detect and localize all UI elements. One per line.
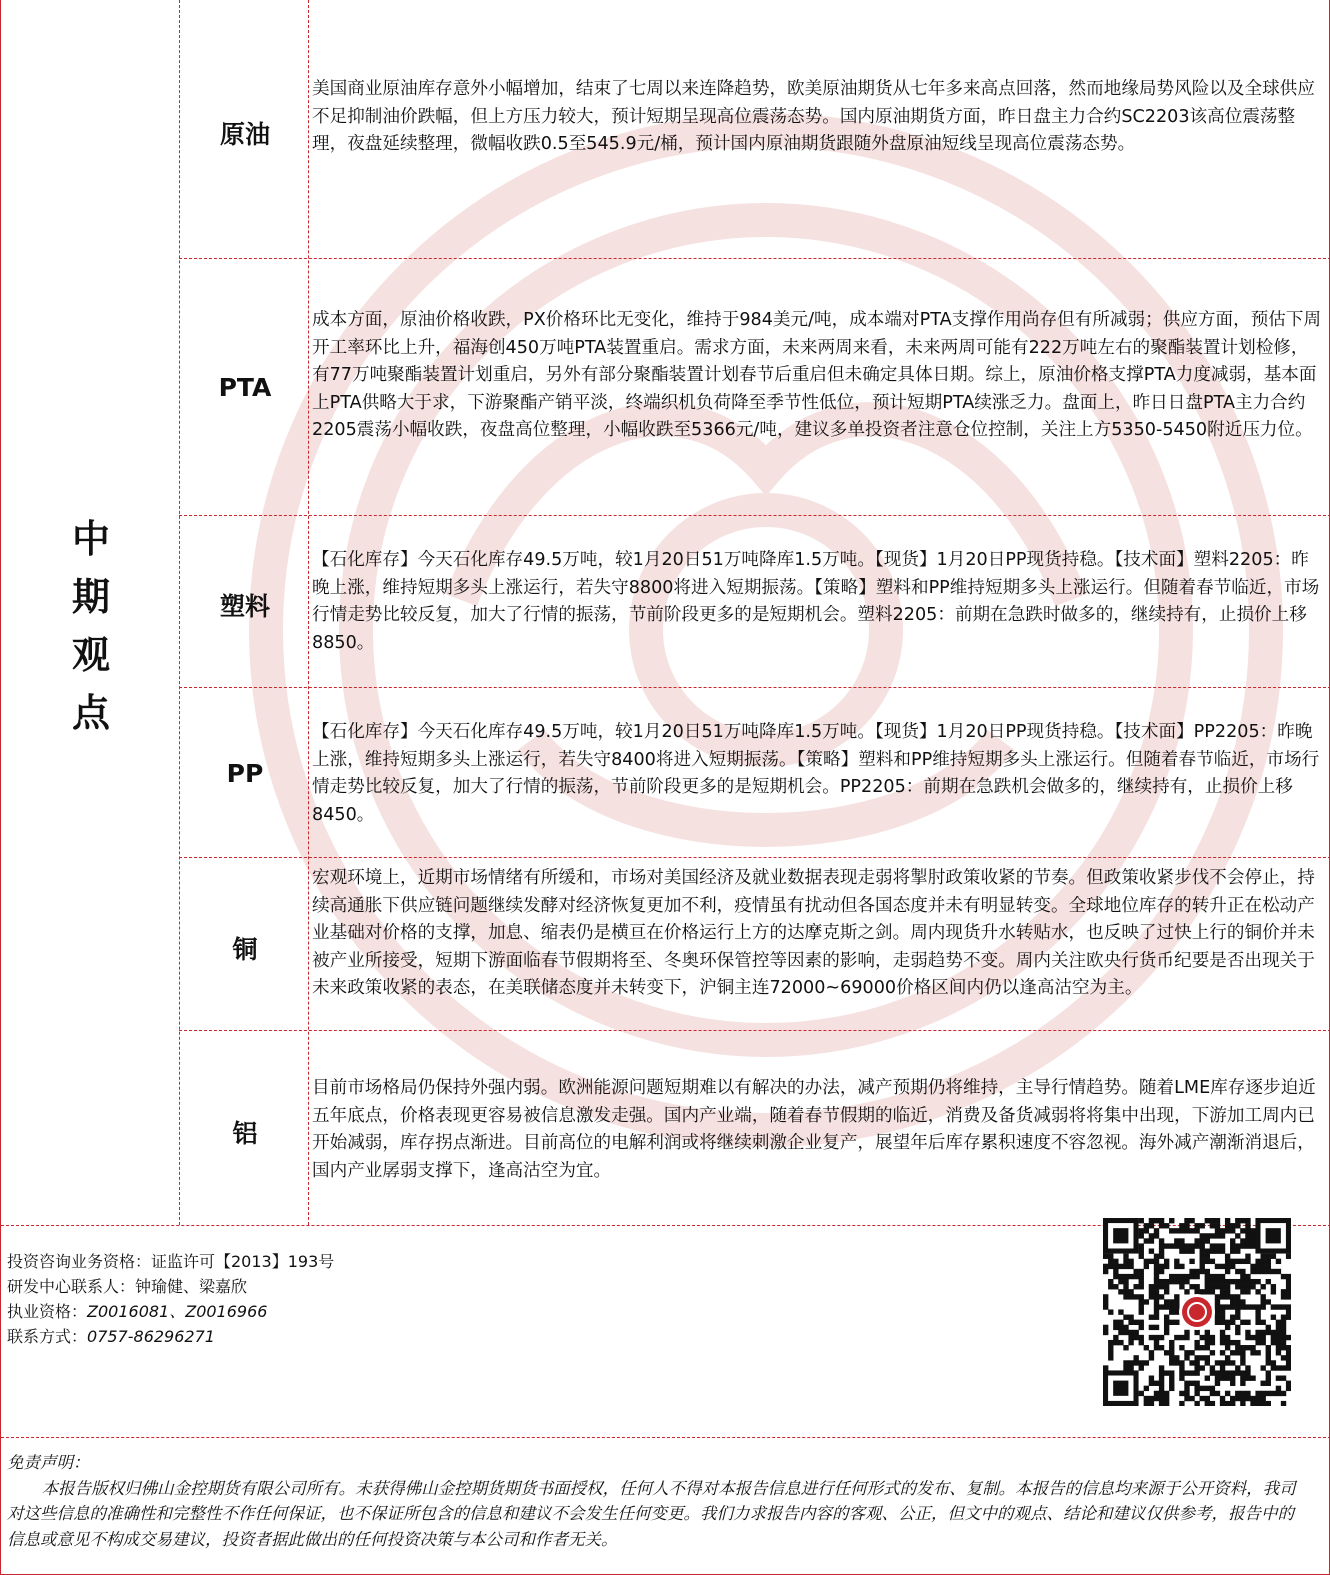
row-label: PP — [226, 759, 264, 788]
table-row-crude-oil — [181, 0, 1330, 258]
row-text: 【石化库存】今天石化库存49.5万吨，较1月20日51万吨降库1.5万吨。【现货】1月20日PP现货持稳。【技术面】塑料2205：昨晚上涨，维持短期多头上涨运行，若失守8800将进入短期振荡。【策略】塑料和PP维持短期多头上涨运行。但随着春节临近，市场行情走势比较反复，加大了行情的振荡，节前阶段更多的是短期机会。塑料2205：前期在急跌时做多的，继续持有，止损价上移8850。 — [312, 550, 1320, 653]
column-divider-left — [179, 0, 180, 1225]
qualification-value: Z0016081、Z0016966 — [87, 1302, 268, 1321]
row-label: 铝 — [232, 1119, 258, 1148]
researchers-text: 研发中心联系人：钟瑜健、梁嘉欣 — [7, 1277, 248, 1296]
row-label: 原油 — [219, 120, 270, 149]
row-label: 塑料 — [219, 592, 270, 621]
row-text: 美国商业原油库存意外小幅增加，结束了七周以来连降趋势，欧美原油期货从七年多来高点回落，然而地缘局势风险以及全球供应不足抑制油价跌幅，但上方压力较大，预计短期呈现高位震荡态势。国内原油期货方面，昨日盘主力合约SC2203该高位震荡整理，夜盘延续整理，微幅收跌0.5至545.9元/桶，预计国内原油期货跟随外盘原油短线呈现高位震荡态势。 — [312, 79, 1315, 154]
row-text: 【石化库存】今天石化库存49.5万吨，较1月20日51万吨降库1.5万吨。【现货】1月20日PP现货持稳。【技术面】PP2205：昨晚上涨，维持短期多头上涨运行，若失守8400将进入短期振荡。【策略】塑料和PP维持短期多头上涨运行。但随着春节临近，市场行情走势比较反复，加大了行情的振荡，节前阶段更多的是短期机会。PP2205：前期在急跌机会做多的，继续持有，止损价上移8450。 — [312, 722, 1320, 825]
phone-label: 联系方式： — [7, 1327, 88, 1346]
qualification-text — [7, 1299, 334, 1324]
phone-text — [7, 1324, 334, 1349]
disclaimer-block — [7, 1450, 1307, 1552]
table-row-pta — [181, 258, 1330, 515]
row-text: 目前市场格局仍保持外强内弱。欧洲能源问题短期难以有解决的办法，减产预期仍将维持，主导行情趋势。随着LME库存逐步迫近五年底点，价格表现更容易被信息激发走强。国内产业端，随着春节假期的临近，消费及备货减弱将将集中出现，下游加工周内已开始减弱，库存拐点渐进。目前高位的电解利润或将继续刺激企业复产，展望年后库存累积速度不容忽视。海外减产潮渐消退后，国内产业孱弱支撑下，逢高沽空为宜。 — [312, 1078, 1316, 1181]
qualification-label: 执业资格： — [7, 1302, 88, 1321]
company-seal-icon — [1182, 1297, 1212, 1327]
license-text: 投资咨询业务资格：证监许可【2013】193号 — [7, 1252, 335, 1271]
table-row-aluminum — [181, 1030, 1330, 1225]
row-text: 宏观环境上，近期市场情绪有所缓和，市场对美国经济及就业数据表现走弱将掣肘政策收紧的节奏。但政策收紧步伐不会停止，持续高通胀下供应链问题继续发酵对经济恢复更加不利，疫情虽有扰动但各国态度并未有明显转变。全球地位库存的转升正在松动产业基础对价格的支撑，加息、缩表仍是横亘在价格运行上方的达摩克斯之剑。周内现货升水转贴水，也反映了过快上行的铜价并未被产业所接受，短期下游面临春节假期将至、冬奥环保管控等因素的影响，走弱趋势不变。周内关注欧央行货币纪要是否出现关于未来政策收紧的表态，在美联储态度并未转变下，沪铜主连72000~69000价格区间内仍以逢高沽空为主。 — [312, 868, 1315, 998]
table-row-pp — [181, 687, 1330, 857]
table-row-copper — [181, 857, 1330, 1030]
section-column — [1, 0, 179, 1225]
row-text: 成本方面，原油价格收跌，PX价格环比无变化，维持于984美元/吨，成本端对PTA支撑作用尚存但有所减弱；供应方面，预估下周开工率环比上升，福海创450万吨PTA装置重启。需求方面，未来两周来看，未来两周可能有222万吨左右的聚酯装置计划检修，有77万吨聚酯装置计划重启，另外有部分聚酯装置计划春节后重启但未确定具体日期。综上，原油价格支撑PTA力度减弱，基本面上PTA供略大于求，下游聚酯产销平淡，终端织机负荷降至季节性低位，预计短期PTA续涨乏力。盘面上，昨日日盘PTA主力合约2205震荡小幅收跌，夜盘高位整理，小幅收跌至5366元/吨，建议多单投资者注意仓位控制，关注上方5350-5450附近压力位。 — [312, 310, 1322, 440]
phone-value: 0757-86296271 — [87, 1327, 215, 1346]
row-label: PTA — [218, 373, 272, 402]
row-label: 铜 — [232, 935, 258, 964]
disclaimer-heading: 免责声明： — [7, 1453, 90, 1472]
disclaimer-body: 本报告版权归佛山金控期货有限公司所有。未获得佛山金控期货期货书面授权，任何人不得对本报告信息进行任何形式的发布、复制。本报告的信息均来源于公开资料，我司对这些信息的准确性和完整性不作任何保证，也不保证所包含的信息和建议不会发生任何变更。我们力求报告内容的客观、公正，但文中的观点、结论和建议仅供参考，报告中的信息或意见不构成交易建议，投资者据此做出的任何投资决策与本公司和作者无关。 — [7, 1478, 1296, 1549]
contact-block — [7, 1249, 334, 1349]
section-title: 中 期 观 点 — [71, 516, 110, 735]
disclaimer-divider — [1, 1437, 1330, 1438]
table-row-plastic — [181, 515, 1330, 687]
qr-code-icon — [1103, 1218, 1291, 1406]
